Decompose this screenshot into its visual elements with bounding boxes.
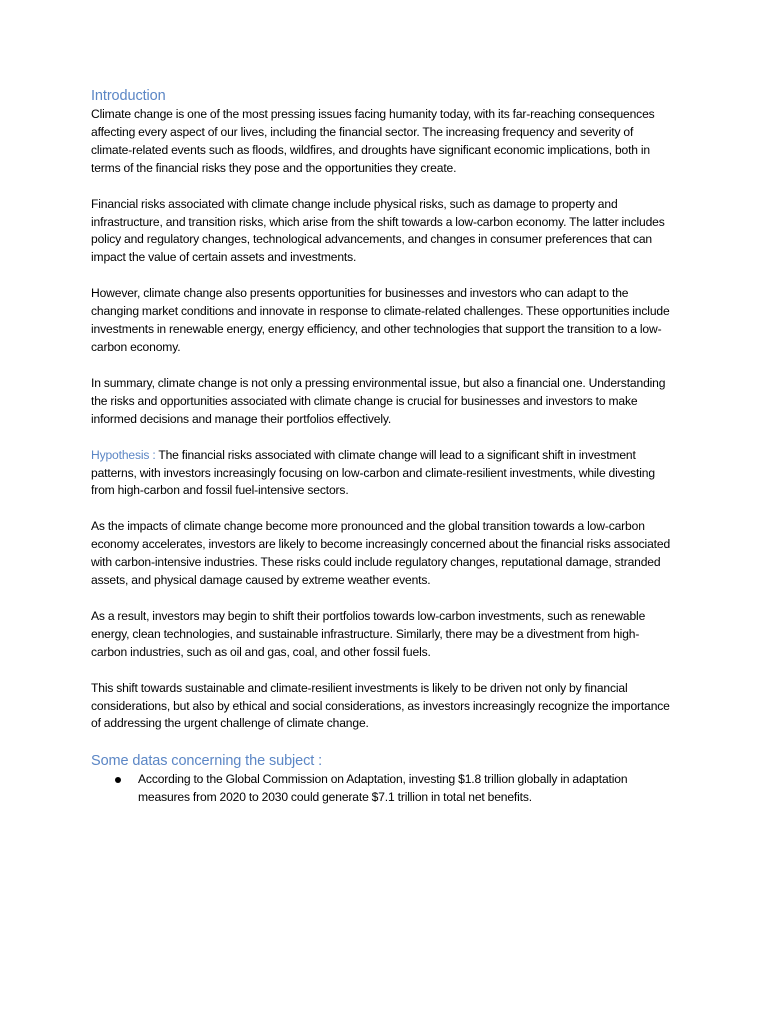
hypothesis-paragraph-2: As the impacts of climate change become more pronounced and the global transition towards a low-carbon economy accelerates, investors are likely to become increasingly concerned about the financial risks associated with carbon-intensive industries. These risks could include regulatory changes, reputational damage, stranded assets, and physical damage caused by extreme weather events. <box>91 519 671 588</box>
hypothesis-paragraph <box>91 447 673 501</box>
introduction-heading: Introduction <box>91 88 166 104</box>
intro-paragraph-3: However, climate change also presents opportunities for businesses and investors who can adapt to the changing market conditions and innovate in response to climate-related challenges. These opportunities include investments in renewable energy, energy efficiency, and other technologies that support the transition to a low-carbon economy. <box>91 286 670 354</box>
hypothesis-paragraph-4: This shift towards sustainable and climate-resilient investments is likely to be driven not only by financial considerations, but also by ethical and social considerations, as investors increasingly recognize the importance of addressing the urgent challenge of climate change. <box>91 680 670 731</box>
intro-paragraph-4: In summary, climate change is not only a pressing environmental issue, but also a financial one. Understanding the risks and opportunities associated with climate change is crucial for businesses and investors to make informed decisions and manage their portfolios effectively. <box>91 375 666 426</box>
bullet-icon <box>115 777 121 783</box>
hypothesis-statement: The financial risks associated with climate change will lead to a significant shift in investment patterns, with investors increasingly focusing on low-carbon and climate-resilient investments, while divesting from high-carbon and fossil fuel-intensive sectors. <box>91 447 655 498</box>
data-bullet-text: According to the Global Commission on Adaptation, investing $1.8 trillion globally in adaptation measures from 2020 to 2030 could generate $7.1 trillion in total net benefits. <box>138 772 628 805</box>
data-bullet-list <box>91 771 673 807</box>
data-section-heading: Some datas concerning the subject : <box>91 753 323 770</box>
hypothesis-paragraph-3: As a result, investors may begin to shift their portfolios towards low-carbon investments, such as renewable energy, clean technologies, and sustainable infrastructure. Similarly, there may be a divestment from high-carbon industries, such as oil and gas, coal, and other fossil fuels. <box>91 608 646 659</box>
data-bullet-item <box>91 771 673 807</box>
hypothesis-label: Hypothesis : <box>91 447 156 462</box>
document-body <box>91 86 673 807</box>
intro-paragraph-1: Climate change is one of the most pressing issues facing humanity today, with its far-reaching consequences affecting every aspect of our lives, including the financial sector. The increasing frequency and severity of climate-related events such as floods, wildfires, and droughts have significant economic implications, both in terms of the financial risks they pose and the opportunities they create. <box>91 107 655 175</box>
intro-paragraph-2: Financial risks associated with climate change include physical risks, such as damage to property and infrastructure, and transition risks, which arise from the shift towards a low-carbon economy. The latter includes policy and regulatory changes, technological advancements, and changes in consumer preferences that can impact the value of certain assets and investments. <box>91 196 665 265</box>
